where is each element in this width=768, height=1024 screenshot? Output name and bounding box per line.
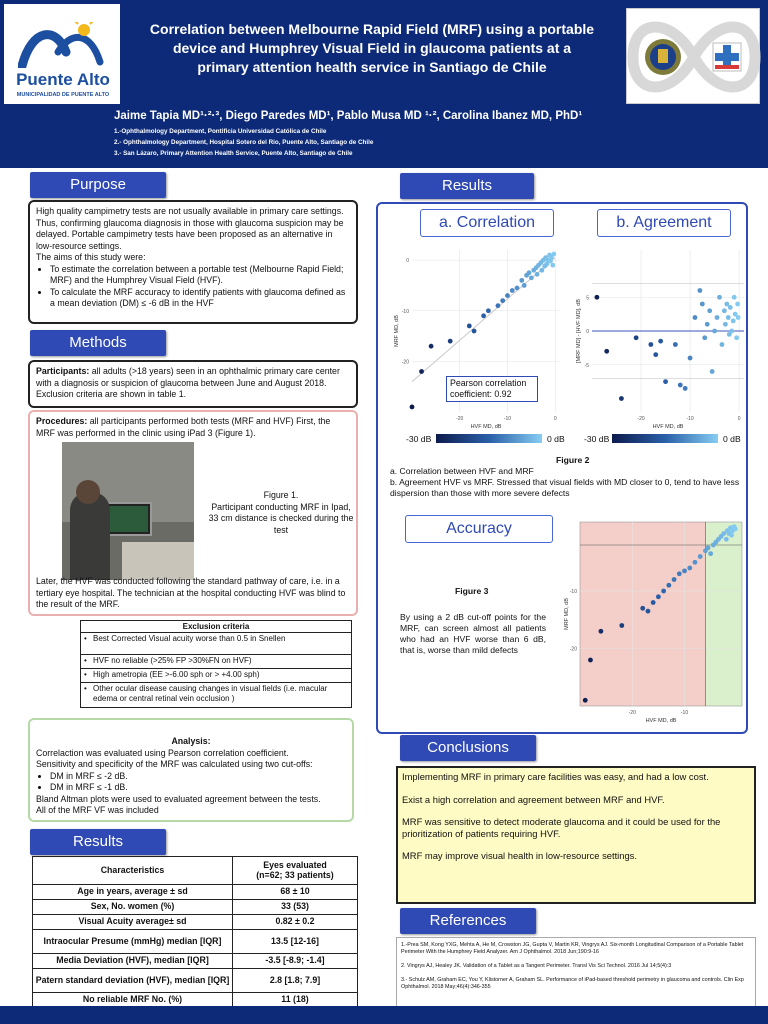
row-key: Media Deviation (HVF), median [IQR]	[33, 954, 233, 969]
colorbar-max-a: 0 dB	[547, 434, 565, 444]
col-characteristics: Characteristics	[33, 857, 233, 885]
affiliation-line: 3.- San Lázaro, Primary Attention Health Service, Puente Alto, Santiago de Chile	[114, 150, 353, 157]
data-point	[705, 322, 710, 327]
fit-line	[412, 258, 555, 382]
x-tick-label: -20	[628, 710, 636, 716]
data-point	[550, 263, 555, 268]
figure1-caption: Figure 1. Participant conducting MRF in Ipad, 33 cm distance is checked during the test	[208, 490, 354, 535]
data-point	[519, 278, 524, 283]
table-row	[33, 915, 358, 930]
data-point	[619, 396, 624, 401]
data-point	[661, 589, 666, 594]
data-point	[656, 594, 661, 599]
data-point	[728, 305, 733, 310]
row-key: Age in years, average ± sd	[33, 885, 233, 900]
colorbar-b	[612, 434, 718, 443]
data-point	[486, 308, 491, 313]
mild-region	[705, 522, 742, 706]
figure1-photo	[62, 442, 194, 580]
data-point	[731, 318, 736, 323]
row-key: Intraocular Presume (mmHg) median [IQR]	[33, 930, 233, 954]
analysis-line: All of the MRF VF was included	[36, 805, 159, 815]
exclusion-row: • Other ocular disease causing changes in visual fields (i.e. macular edema or central retinal vein occlusion )	[81, 683, 351, 707]
x-tick-label: -10	[686, 416, 694, 422]
data-point	[551, 252, 556, 257]
data-point	[535, 272, 540, 277]
footer-bar	[0, 1006, 768, 1024]
x-tick-label: -10	[503, 416, 512, 422]
results-table-heading: Results	[30, 829, 166, 855]
row-value: 33 (53)	[233, 900, 358, 915]
methods-heading: Methods	[30, 330, 166, 356]
y-tick-label: 5	[586, 295, 589, 302]
figure2-text-b: b. Agreement HVF vs MRF. Stressed that visual fields with MD closer to 0, tend to have less dispersion than those with more severe defects	[390, 477, 740, 498]
data-point	[735, 302, 740, 307]
analysis-line: Correlaction was evaluated using Pearson correlation coefficient.	[36, 747, 289, 758]
analysis-title: Analysis:	[171, 736, 211, 746]
col-eyes-evaluated	[233, 857, 358, 885]
figure3-text: By using a 2 dB cut-off points for the MRF, can screen almost all patients who had an HVF worse than 6 dB, that is, worse than mild defects	[400, 612, 546, 655]
colorbar-a	[436, 434, 542, 443]
data-point	[666, 583, 671, 588]
data-point	[448, 339, 453, 344]
data-point	[677, 571, 682, 576]
data-point	[510, 288, 515, 293]
y-tick-label: -5	[584, 362, 589, 369]
figure2-caption	[390, 466, 742, 499]
title-line: Correlation between Melbourne Rapid Field (MRF) using a portable	[149, 21, 595, 37]
data-point	[634, 335, 639, 340]
data-point	[724, 537, 729, 542]
colorbar-min-a: -30 dB	[406, 434, 432, 444]
characteristics-table	[32, 856, 358, 1008]
data-point	[429, 344, 434, 349]
row-value: 2.8 [1.8; 7.9]	[233, 969, 358, 993]
agreement-title: b. Agreement	[597, 209, 731, 237]
table-row	[33, 954, 358, 969]
severe-region	[580, 522, 705, 706]
puente-alto-logo	[4, 4, 120, 104]
title-line: primary attention health service in Santiago de Chile	[197, 59, 547, 75]
table-header-row	[33, 857, 358, 885]
participants-text: all adults (>18 years) seen in an ophthalmic primary care center with a diagnosis or suspicion of glaucoma between June and August 2018. Exclusion criteria are shown in table 1.	[36, 366, 340, 399]
row-key: Patern standard deviation (HVF), median [IQR]	[33, 969, 233, 993]
purpose-text: High quality campimetry tests are not usually available in primary care settings. Thus, confirming glaucoma diagnosis in those with glaucoma suspicion may be delayed. Portable campimetry tests have been proposed as an alternative in low-resource settings.	[36, 206, 344, 251]
data-point	[698, 554, 703, 559]
x-tick-label: 0	[553, 416, 557, 422]
data-point	[733, 527, 738, 532]
conclusion-item: Implementing MRF in primary care facilities was easy, and had a low cost.	[402, 771, 709, 782]
later-text: Later, the HVF was conducted following the standard pathway of care, i.e. in a tertiary eye hospital. The technician at the hospital conducting HVF was blind to the result of the MRF.	[36, 576, 346, 609]
data-point	[734, 335, 739, 340]
y-tick-label: -10	[569, 589, 577, 595]
data-point	[481, 313, 486, 318]
authors: Jaime Tapia MD¹·²·³, Diego Paredes MD¹, Pablo Musa MD ¹·², Carolina Ibanez MD, PhD¹	[114, 110, 583, 122]
data-point	[595, 295, 600, 300]
data-point	[700, 302, 705, 307]
col2-line1: Eyes evaluated	[263, 860, 327, 870]
exclusion-title: Exclusion criteria	[81, 621, 351, 633]
row-value: 13.5 [12-16]	[233, 930, 358, 954]
x-axis-label: HVF MD, dB	[652, 424, 684, 430]
procedures-label: Procedures:	[36, 416, 88, 426]
cutoff-item: • DM in MRF ≤ -2 dB.	[50, 771, 346, 783]
data-point	[693, 315, 698, 320]
conclusions-box	[396, 766, 756, 904]
data-point	[467, 324, 472, 329]
correlation-chart	[388, 244, 566, 430]
accuracy-chart	[560, 518, 746, 724]
col2-line2: (n=62; 33 patients)	[256, 869, 334, 880]
participants-label: Participants:	[36, 366, 90, 376]
correlation-title: a. Correlation	[420, 209, 554, 237]
y-axis-label: MRF MD, dB	[394, 315, 400, 347]
affiliations	[114, 126, 614, 159]
data-point	[527, 270, 532, 275]
analysis-cutoffs	[50, 771, 346, 794]
table-row	[33, 885, 358, 900]
cutoff-item: • DM in MRF ≤ -1 dB.	[50, 782, 346, 794]
data-point	[653, 352, 658, 357]
table-row	[33, 930, 358, 954]
data-point	[717, 295, 722, 300]
data-point	[722, 308, 727, 313]
y-tick-label: 0	[586, 329, 589, 335]
data-point	[673, 342, 678, 347]
infinity-seal-icon	[627, 9, 761, 105]
conclusions-heading: Conclusions	[400, 735, 536, 761]
data-point	[522, 283, 527, 288]
data-point	[472, 329, 477, 334]
agreement-chart	[570, 244, 750, 430]
y-tick-label: -20	[569, 646, 577, 653]
aim-item: • To calculate the MRF accuracy to identify patients with glaucoma defined as a mean deviation (DM) ≤ -6 dB in the HVF	[50, 287, 350, 310]
data-point	[599, 629, 604, 634]
aims-intro: The aims of this study were:	[36, 252, 146, 262]
data-point	[736, 315, 741, 320]
data-point	[588, 658, 593, 663]
row-value: 11 (18)	[233, 993, 358, 1008]
data-point	[672, 577, 677, 582]
data-point	[729, 329, 734, 334]
data-point	[678, 383, 683, 388]
table-row	[33, 969, 358, 993]
data-point	[710, 369, 715, 374]
row-value: 0.82 ± 0.2	[233, 915, 358, 930]
data-point	[663, 379, 668, 384]
puente-alto-arc-icon	[18, 22, 104, 68]
data-point	[687, 566, 692, 571]
logo-brand-text: Puente Alto	[16, 70, 110, 89]
data-point	[496, 303, 501, 308]
data-point	[724, 302, 729, 307]
analysis-line: Bland Altman plots were used to evaluated agreement between the tests.	[36, 793, 321, 804]
references-heading: References	[400, 908, 536, 934]
data-point	[505, 293, 510, 298]
analysis-line: Sensitivity and specificity of the MRF was calculated using two cut-offs:	[36, 759, 313, 769]
results-heading: Results	[400, 173, 534, 199]
aims-list	[50, 264, 350, 310]
x-axis-label: HVF MD, dB	[645, 718, 677, 724]
poster-header	[0, 0, 768, 168]
row-key: Sex, No. women (%)	[33, 900, 233, 915]
procedures-box	[28, 410, 358, 616]
affiliation-line: 2.- Ophthalmology Department, Hospital Sotero del Rio, Puente Alto, Santiago de Chile	[114, 139, 374, 146]
logo-sub-text: MUNICIPALIDAD DE PUENTE ALTO	[16, 92, 110, 98]
aim-item: • To estimate the correlation between a portable test (Melbourne Rapid Field; MRF) and the Humphrey Visual Field (HVF).	[50, 264, 350, 287]
exclusion-row: • Best Corrected Visual acuity worse than 0.5 in Snellen	[81, 633, 351, 655]
y-tick-label: -10	[401, 308, 409, 315]
conclusion-item: MRF may improve visual health in low-resource settings.	[402, 850, 637, 862]
data-point	[648, 342, 653, 347]
accuracy-title: Accuracy	[405, 515, 553, 543]
y-tick-label: 0	[406, 258, 409, 265]
data-point	[619, 623, 624, 628]
figure2-label: Figure 2	[556, 455, 590, 465]
row-key: No reliable MRF No. (%)	[33, 993, 233, 1008]
figure3-label: Figure 3	[455, 586, 489, 596]
data-point	[729, 533, 734, 538]
exclusion-row: • High ametropia (EE >-6.00 sph or > +4.00 sph)	[81, 669, 351, 683]
x-tick-label: -20	[456, 416, 464, 422]
y-axis-label: [MRF MD] - [HVF MD], dB	[576, 299, 582, 363]
data-point	[707, 308, 712, 313]
reference-item: 1.-Prea SM, Kong YXG, Mehta A, He M, Crowston JG, Gupta V, Martin KR, Vingrys AJ. Six-month Longitudinal Comparison of a Portable Tablet Perimeter With the Humphrey Field Analyzer. Am J Ophthalmol. 2018 Jun;190:9-16	[401, 942, 744, 955]
row-value: 68 ± 10	[233, 885, 358, 900]
exclusion-row: • HVF no reliable (>25% FP >30%FN on HVF)	[81, 655, 351, 669]
data-point	[712, 329, 717, 334]
data-point	[529, 275, 534, 280]
pearson-box: Pearson correlation coefficient: 0.92	[446, 376, 538, 402]
colorbar-max-b: 0 dB	[723, 434, 741, 444]
data-point	[604, 349, 609, 354]
university-logos	[626, 8, 760, 104]
data-point	[708, 551, 713, 556]
data-point	[419, 369, 424, 374]
data-point	[583, 698, 588, 703]
purpose-box	[28, 200, 358, 324]
exclusion-table	[80, 620, 352, 708]
data-point	[723, 322, 728, 327]
data-point	[697, 288, 702, 293]
participants-box	[28, 360, 358, 408]
table-row	[33, 900, 358, 915]
data-point	[693, 560, 698, 565]
data-point	[640, 606, 645, 611]
conclusion-item: MRF was sensitive to detect moderate glaucoma and it could be used for the prioritization of patients requiring HVF.	[402, 816, 721, 839]
procedures-text: all participants performed both tests (MRF and HVF) First, the MRF was performed in the clinic using iPad 3 (Figure 1).	[36, 416, 331, 438]
reference-item: 3.- Schulz AM, Graham EC, You Y, Klistorner A, Graham SL. Performance of iPad-based threshold perimetry in glaucoma and controls. Clin Exp Ophthalmol. 2018 May;46(4):346-355	[401, 977, 744, 990]
affiliation-line: 1.-Ophthalmology Department, Pontificia Universidad Católica de Chile	[114, 128, 327, 135]
data-point	[720, 342, 725, 347]
title-line: device and Humphrey Visual Field in glaucoma patients at a	[172, 40, 572, 56]
reference-item: 2. Vingrys AJ, Healey JK. Validation of a Tablet as a Tangent Perimeter. Transl Vis Sci Technol. 2016 Jul 14;5(4):3	[401, 963, 672, 969]
y-axis-label: MRF MD, dB	[564, 598, 570, 630]
figure2-text-a: a. Correlation between HVF and MRF	[390, 466, 534, 476]
x-tick-label: 0	[737, 416, 741, 422]
data-point	[732, 295, 737, 300]
data-point	[539, 268, 544, 273]
row-value: -3.5 [-8.9; -1.4]	[233, 954, 358, 969]
x-tick-label: -20	[637, 416, 645, 422]
data-point	[651, 600, 656, 605]
data-point	[515, 286, 520, 291]
conclusion-item: Exist a high correlation and agreement between MRF and HVF.	[402, 793, 665, 805]
data-point	[646, 609, 651, 614]
poster-title	[132, 20, 612, 77]
purpose-heading: Purpose	[30, 172, 166, 198]
data-point	[706, 545, 711, 550]
data-point	[688, 356, 693, 361]
row-key: Visual Acuity average± sd	[33, 915, 233, 930]
data-point	[683, 386, 688, 391]
data-point	[500, 298, 505, 303]
data-point	[702, 335, 707, 340]
analysis-box	[28, 718, 354, 822]
y-tick-label: -20	[401, 359, 409, 366]
colorbar-min-b: -30 dB	[584, 434, 610, 444]
data-point	[682, 568, 687, 573]
x-axis-label: HVF MD, dB	[470, 424, 502, 430]
data-point	[658, 339, 663, 344]
data-point	[410, 405, 415, 410]
x-tick-label: -10	[680, 710, 689, 716]
data-point	[726, 315, 731, 320]
data-point	[715, 315, 720, 320]
